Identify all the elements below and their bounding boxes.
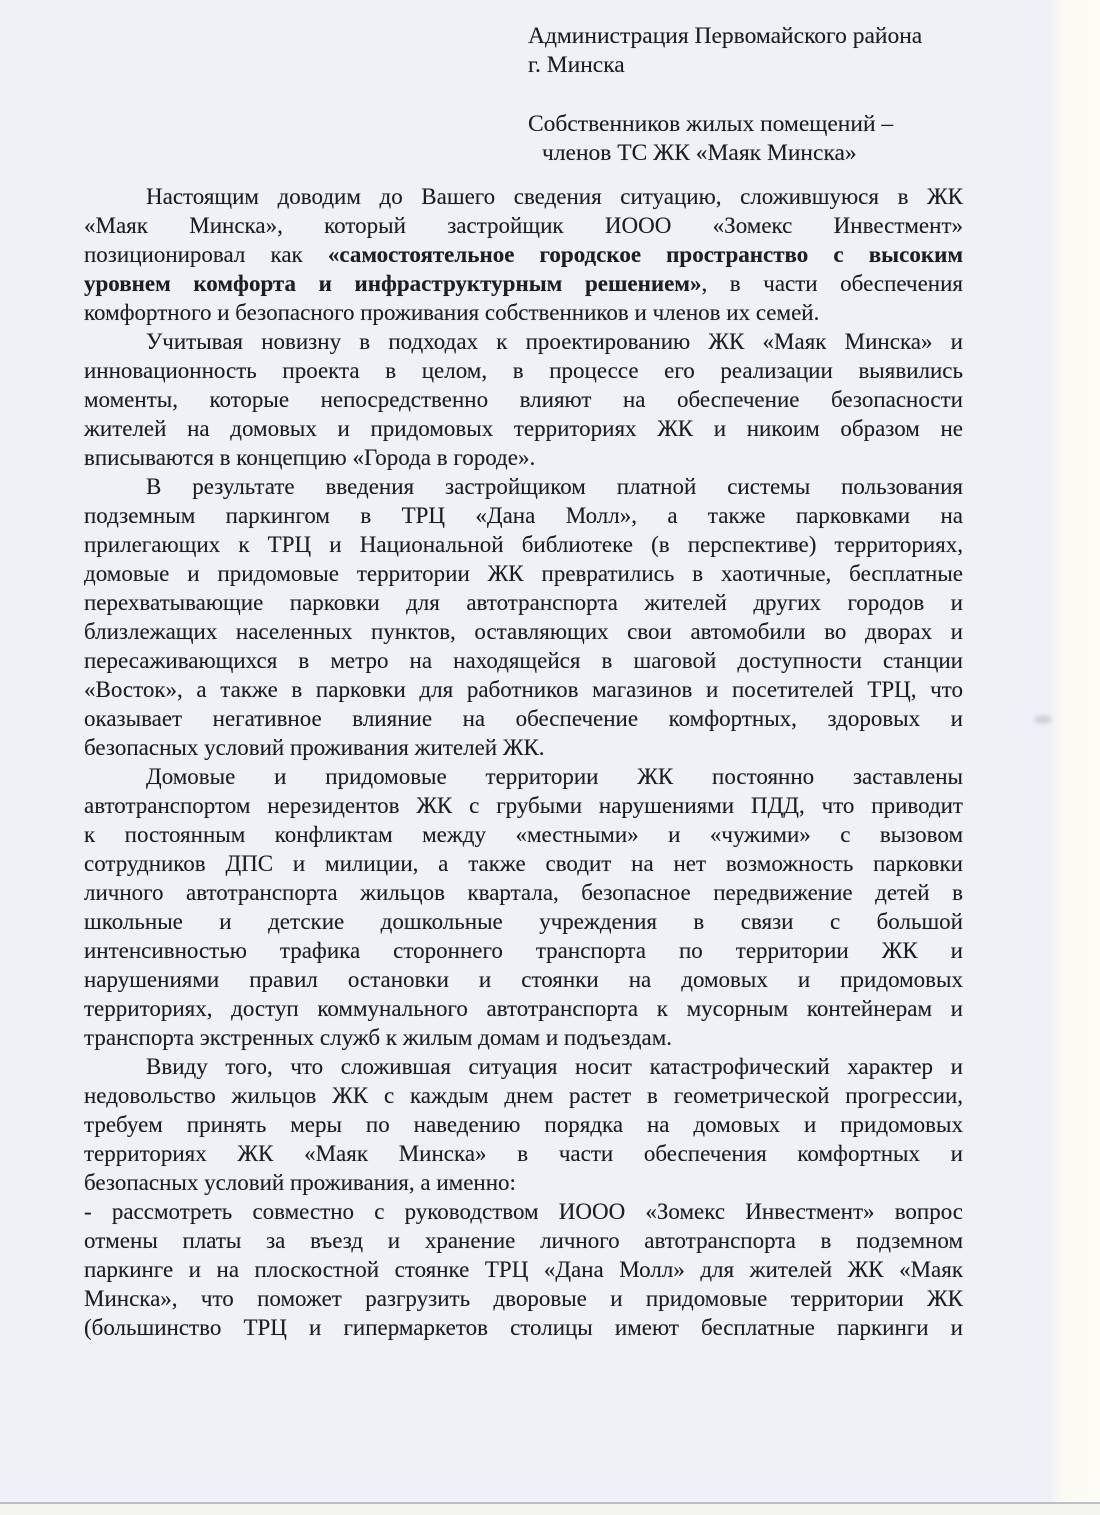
text-line <box>84 1081 963 1110</box>
text-segment: транспорта экстренных служб к жилым домам и подъездам. <box>84 1025 673 1050</box>
scan-paper-bottom-strip <box>0 1504 1100 1515</box>
text-segment: инновационность проекта в целом, в процессе его реализации выявились <box>84 358 963 383</box>
recipient-line: Администрация Первомайского района <box>528 23 923 49</box>
text-line <box>84 327 963 356</box>
text-line <box>84 443 963 472</box>
text-line <box>84 472 963 501</box>
text-line <box>84 588 963 617</box>
text-segment: , в части обеспечения <box>701 271 963 296</box>
text-line <box>84 211 963 240</box>
text-line <box>84 298 963 327</box>
text-line <box>84 1255 963 1284</box>
text-segment: пересаживающихся в метро на находящейся в шаговой доступности станции <box>84 648 963 673</box>
text-segment: паркинге и на плоскостной стоянке ТРЦ «Дана Молл» для жителей ЖК «Маяк <box>84 1257 963 1282</box>
text-line <box>84 1139 963 1168</box>
bold-text: «самостоятельное городское пространство с высоким <box>327 242 963 267</box>
text-segment: подземным паркингом в ТРЦ «Дана Молл», а также парковками на <box>84 503 963 528</box>
text-line <box>84 1313 963 1342</box>
text-line <box>84 791 963 820</box>
text-line <box>84 414 963 443</box>
text-segment: интенсивностью трафика стороннего транспорта по территории ЖК и <box>84 938 963 963</box>
text-line <box>84 1052 963 1081</box>
text-line <box>84 530 963 559</box>
text-line <box>84 385 963 414</box>
paragraph-2 <box>84 327 963 472</box>
text-line <box>84 878 963 907</box>
letter-header <box>528 22 922 168</box>
text-segment: моменты, которые непосредственно влияют на обеспечение безопасности <box>84 387 963 412</box>
text-line <box>84 1197 963 1226</box>
paragraph-1 <box>84 182 963 327</box>
text-line <box>84 646 963 675</box>
text-line <box>84 936 963 965</box>
text-segment: перехватывающие парковки для автотранспорта жителей других городов и <box>84 590 963 615</box>
bold-text: уровнем комфорта и инфраструктурным решением» <box>84 271 702 296</box>
text-segment: к постоянным конфликтам между «местными» и «чужими» с вызовом <box>84 822 963 847</box>
text-segment: домовые и придомовые территории ЖК превратились в хаотичные, бесплатные <box>84 561 963 586</box>
text-segment: позиционировал как <box>84 242 328 267</box>
text-line <box>84 1284 963 1313</box>
text-line <box>84 733 963 762</box>
text-segment: безопасных условий проживания жителей ЖК. <box>84 735 545 760</box>
text-segment: вписываются в концепцию «Города в городе». <box>84 445 536 470</box>
scan-smudge <box>1034 715 1052 724</box>
text-segment: Настоящим доводим до Вашего сведения ситуацию, сложившуюся в ЖК <box>146 184 963 209</box>
text-line <box>84 356 963 385</box>
text-line <box>84 1226 963 1255</box>
text-line <box>84 240 963 269</box>
text-segment: Учитывая новизну в подходах к проектированию ЖК «Маяк Минска» и <box>146 329 963 354</box>
text-segment: сотрудников ДПС и милиции, а также сводит на нет возможность парковки <box>84 851 963 876</box>
text-line <box>84 559 963 588</box>
recipient-block <box>528 22 922 80</box>
text-segment: (большинство ТРЦ и гипермаркетов столицы имеют бесплатные паркинги и <box>84 1315 963 1340</box>
text-segment: «Восток», а также в парковки для работников магазинов и посетителей ТРЦ, что <box>84 677 963 702</box>
text-line <box>84 849 963 878</box>
paragraph-5 <box>84 1052 963 1197</box>
text-line <box>84 1110 963 1139</box>
addressee-block <box>528 110 922 168</box>
text-segment: недовольство жильцов ЖК с каждым днем растет в геометрической прогрессии, <box>84 1083 963 1108</box>
text-line <box>84 617 963 646</box>
text-line <box>84 182 963 211</box>
text-segment: «Маяк Минска», который застройщик ИООО «Зомекс Инвестмент» <box>84 213 963 238</box>
letter-body <box>84 182 963 1342</box>
text-segment: комфортного и безопасного проживания собственников и членов их семей. <box>84 300 820 325</box>
text-segment: личного автотранспорта жильцов квартала, безопасное передвижение детей в <box>84 880 963 905</box>
text-line <box>84 704 963 733</box>
text-line <box>84 675 963 704</box>
text-segment: Минска», что поможет разгрузить дворовые и придомовые территории ЖК <box>84 1286 963 1311</box>
addressee-line: членов ТС ЖК «Маяк Минска» <box>542 140 857 166</box>
text-line <box>84 907 963 936</box>
text-segment: школьные и детские дошкольные учреждения в связи с большой <box>84 909 963 934</box>
text-segment: прилегающих к ТРЦ и Национальной библиотеке (в перспективе) территориях, <box>84 532 963 557</box>
text-segment: отмены платы за въезд и хранение личного автотранспорта в подземном <box>84 1228 963 1253</box>
scan-paper-right-edge <box>1050 0 1100 1503</box>
paragraph-4 <box>84 762 963 1052</box>
paragraph-3 <box>84 472 963 762</box>
text-segment: жителей на домовых и придомовых территориях ЖК и никоим образом не <box>84 416 963 441</box>
text-segment: - рассмотреть совместно с руководством ИООО «Зомекс Инвестмент» вопрос <box>84 1199 963 1224</box>
addressee-line: Собственников жилых помещений – <box>528 111 894 137</box>
text-segment: безопасных условий проживания, а именно: <box>84 1170 516 1195</box>
paragraph-6 <box>84 1197 963 1342</box>
text-segment: В результате введения застройщиком платной системы пользования <box>146 474 963 499</box>
text-line <box>84 820 963 849</box>
text-segment: автотранспортом нерезидентов ЖК с грубыми нарушениями ПДД, что приводит <box>84 793 963 818</box>
text-line <box>84 1023 963 1052</box>
text-line <box>84 762 963 791</box>
text-segment: Домовые и придомовые территории ЖК постоянно заставлены <box>146 764 963 789</box>
text-segment: территориях, доступ коммунального автотранспорта к мусорным контейнерам и <box>84 996 963 1021</box>
text-segment: нарушениями правил остановки и стоянки на домовых и придомовых <box>84 967 963 992</box>
text-segment: оказывает негативное влияние на обеспечение комфортных, здоровых и <box>84 706 963 731</box>
text-line <box>84 501 963 530</box>
recipient-line: г. Минска <box>528 52 625 78</box>
text-line <box>84 994 963 1023</box>
text-line <box>84 1168 963 1197</box>
text-line <box>84 965 963 994</box>
text-segment: требуем принять меры по наведению порядка на домовых и придомовых <box>84 1112 963 1137</box>
text-segment: Ввиду того, что сложившая ситуация носит катастрофический характер и <box>146 1054 963 1079</box>
text-line <box>84 269 963 298</box>
text-segment: близлежащих населенных пунктов, оставляющих свои автомобили во дворах и <box>84 619 963 644</box>
text-segment: территориях ЖК «Маяк Минска» в части обеспечения комфортных и <box>84 1141 963 1166</box>
